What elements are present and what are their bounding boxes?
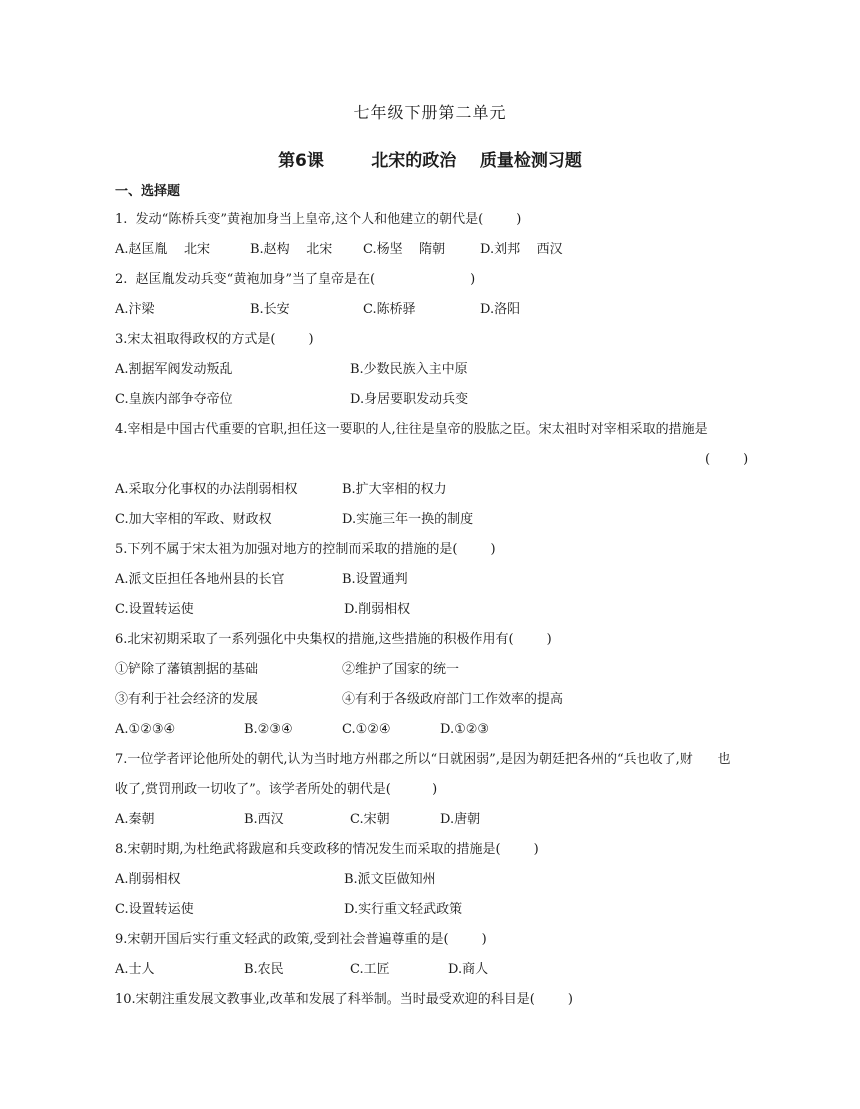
question-4-answer-bracket: ( ) [705,452,749,467]
question-6-item-2: ②维护了国家的统一 [342,662,460,677]
question-2-option-d: D.洛阳 [480,302,521,317]
question-9-option-b: B.农民 [244,962,284,977]
question-8-option-d: D.实行重文轻武政策 [344,902,463,917]
question-1-stem: 1. 发动“陈桥兵变”黄袍加身当上皇帝,这个人和他建立的朝代是( ) [115,212,522,227]
question-7-option-a: A.秦朝 [115,812,155,827]
question-5-option-c: C.设置转运使 [115,602,194,617]
question-7-option-b: B.西汉 [244,812,284,827]
question-1-option-b: B.赵构 北宋 [250,242,333,257]
question-4-option-a: A.采取分化事权的办法削弱相权 [115,482,298,497]
question-1-option-c: C.杨坚 隋朝 [363,242,446,257]
question-7-option-c: C.宋朝 [350,812,390,827]
question-4-option-b: B.扩大宰相的权力 [342,482,447,497]
question-6-option-c: C.①②④ [342,722,391,737]
question-4-option-c: C.加大宰相的军政、财政权 [115,512,272,527]
question-9-stem: 9.宋朝开国后实行重文轻武的政策,受到社会普遍尊重的是( ) [115,932,487,947]
question-9-option-c: C.工匠 [350,962,390,977]
question-3-option-a: A.割据军阀发动叛乱 [115,362,233,377]
question-9-option-d: D.商人 [448,962,489,977]
question-6-item-4: ④有利于各级政府部门工作效率的提高 [342,692,564,707]
question-10-stem: 10.宋朝注重发展文教事业,改革和发展了科举制。当时最受欢迎的科目是( ) [115,992,574,1007]
question-7-stem: 7.一位学者评论他所处的朝代,认为当时地方州郡之所以“日就困弱”,是因为朝廷把各州的“兵也收了,财 也 [115,752,731,767]
question-2-stem: 2. 赵匡胤发动兵变“黄袍加身”当了皇帝是在( ) [115,272,476,287]
question-3-option-c: C.皇族内部争夺帝位 [115,392,233,407]
question-1-option-d: D.刘邦 西汉 [480,242,563,257]
question-6-item-3: ③有利于社会经济的发展 [115,692,259,707]
question-1-option-a: A.赵匡胤 北宋 [115,242,211,257]
question-6-option-b: B.②③④ [244,722,293,737]
page-subtitle: 第6课 北宋的政治 质量检测习题 [278,151,582,171]
question-5-option-d: D.削弱相权 [344,602,411,617]
question-3-stem: 3.宋太祖取得政权的方式是( ) [115,332,314,347]
question-5-stem: 5.下列不属于宋太祖为加强对地方的控制而采取的措施的是( ) [115,542,496,557]
question-4-stem: 4.宰相是中国古代重要的官职,担任这一要职的人,往往是皇帝的股肱之臣。宋太祖时对宰相采取的措施是 [115,422,708,437]
question-6-item-1: ①铲除了藩镇割据的基础 [115,662,259,677]
question-5-option-b: B.设置通判 [342,572,408,587]
question-8-option-b: B.派文臣做知州 [344,872,436,887]
question-8-option-c: C.设置转运使 [115,902,194,917]
question-8-stem: 8.宋朝时期,为杜绝武将跋扈和兵变政移的情况发生而采取的措施是( ) [115,842,539,857]
section-heading: 一、选择题 [115,184,181,199]
question-7-option-d: D.唐朝 [440,812,481,827]
question-9-option-a: A.士人 [115,962,155,977]
question-6-stem: 6.北宋初期采取了一系列强化中央集权的措施,这些措施的积极作用有( ) [115,632,552,647]
question-2-option-b: B.长安 [250,302,290,317]
question-4-option-d: D.实施三年一换的制度 [342,512,474,527]
question-7-stem-continued: 收了,赏罚刑政一切收了”。该学者所处的朝代是( ) [115,782,438,797]
question-3-option-d: D.身居要职发动兵变 [350,392,469,407]
question-3-option-b: B.少数民族入主中原 [350,362,468,377]
question-2-option-c: C.陈桥驿 [363,302,416,317]
question-8-option-a: A.削弱相权 [115,872,181,887]
question-2-option-a: A.汴梁 [115,302,155,317]
question-6-option-a: A.①②③④ [115,722,176,737]
page-title: 七年级下册第二单元 [353,103,507,122]
question-5-option-a: A.派文臣担任各地州县的长官 [115,572,285,587]
question-6-option-d: D.①②③ [440,722,490,737]
